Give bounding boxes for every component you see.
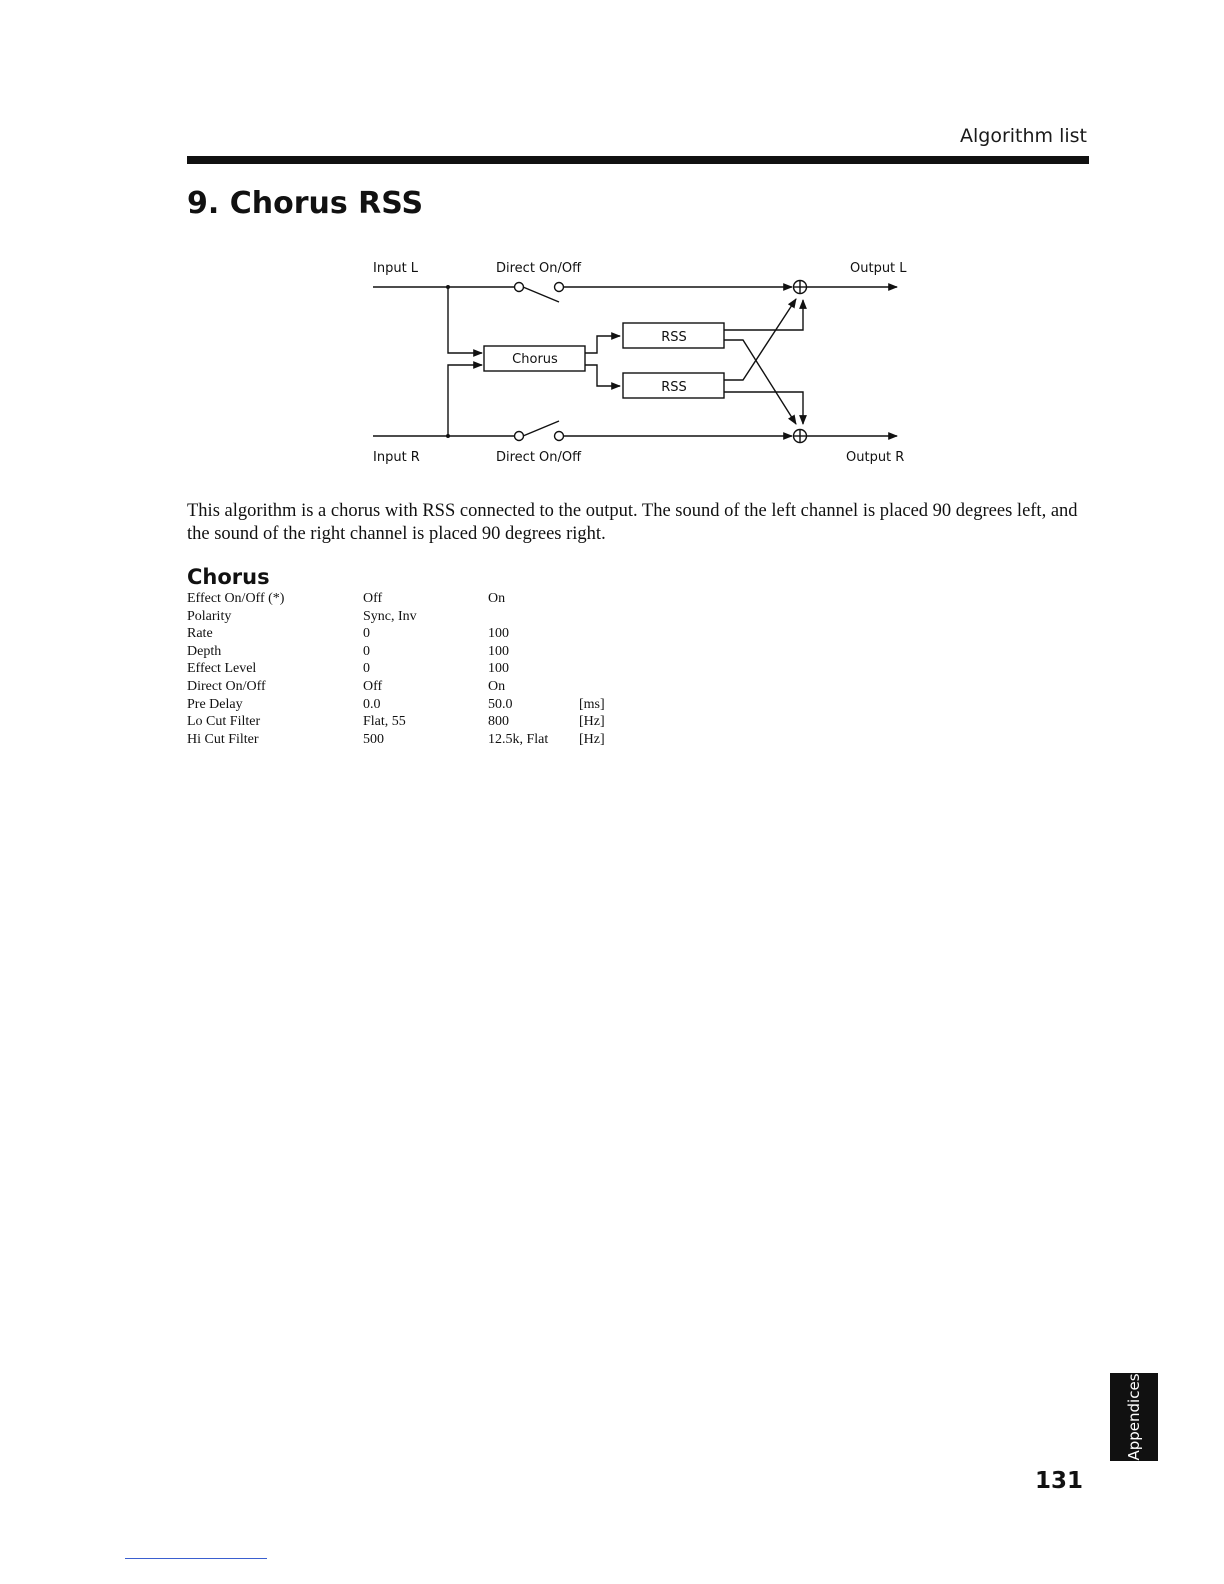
rss-top-label: RSS (661, 330, 687, 345)
param-name: Effect Level (187, 661, 257, 677)
chorus-to-rss-top (585, 336, 620, 353)
chorus-to-rss-bottom (585, 365, 620, 386)
direct-switch-top-b (555, 283, 564, 292)
output-r-label: Output R (846, 450, 905, 465)
param-unit (579, 661, 619, 679)
param-min: Flat, 55 (363, 714, 406, 730)
param-max: 100 (488, 626, 509, 642)
param-min: 0 (363, 643, 370, 659)
param-row (187, 679, 619, 697)
param-min: Sync, Inv (363, 608, 417, 624)
param-unit (579, 644, 619, 662)
chorus-param-table (187, 591, 619, 749)
algorithm-description: This algorithm is a chorus with RSS connected to the output. The sound of the left channel is placed 90 degrees left, and the sound of the right channel is placed 90 degrees right. (187, 501, 1078, 544)
param-max: 12.5k, Flat (488, 731, 549, 747)
param-name: Effect On/Off (*) (187, 591, 285, 606)
param-max: On (488, 591, 506, 606)
param-unit (579, 626, 619, 644)
page-title: 9. Chorus RSS (187, 186, 424, 221)
param-row (187, 626, 619, 644)
param-max: On (488, 678, 506, 694)
chorus-heading: Chorus (187, 565, 270, 589)
appendices-tab-label: Appendices (1125, 1373, 1143, 1461)
param-max (488, 609, 579, 627)
param-row (187, 697, 619, 715)
direct-bottom-label: Direct On/Off (496, 450, 582, 465)
param-min: 0 (363, 626, 370, 642)
param-row (187, 732, 619, 750)
param-unit: [Hz] (579, 714, 605, 730)
footer-link-underline (125, 1558, 267, 1559)
param-row (187, 591, 619, 609)
header-rule (187, 156, 1089, 164)
appendices-tab (1110, 1373, 1158, 1461)
param-unit (579, 591, 619, 609)
page-number: 131 (1034, 1468, 1083, 1494)
param-max: 50.0 (488, 696, 513, 712)
branch-l-to-chorus (448, 287, 482, 353)
param-row (187, 609, 619, 627)
direct-switch-bottom-a (515, 432, 524, 441)
param-name: Hi Cut Filter (187, 731, 259, 747)
param-max: 100 (488, 661, 509, 677)
direct-switch-top-blade (523, 287, 559, 302)
param-min: Off (363, 678, 383, 694)
param-min: 0.0 (363, 696, 381, 712)
chorus-block-label: Chorus (512, 352, 558, 367)
rss-bottom-label: RSS (661, 380, 687, 395)
direct-switch-top-a (515, 283, 524, 292)
direct-switch-bottom-blade (523, 421, 559, 436)
param-name: Depth (187, 643, 222, 659)
param-name: Rate (187, 626, 213, 642)
rss-bottom-to-right-out (724, 392, 803, 424)
param-max: 100 (488, 643, 509, 659)
output-l-label: Output L (850, 261, 907, 276)
block-diagram (360, 250, 920, 480)
param-min: Off (363, 591, 383, 606)
param-unit: [ms] (579, 696, 605, 712)
direct-switch-bottom-b (555, 432, 564, 441)
rss-top-to-right-out (724, 340, 796, 424)
param-row (187, 661, 619, 679)
param-row (187, 714, 619, 732)
param-unit (579, 679, 619, 697)
param-name: Polarity (187, 608, 232, 624)
param-max: 800 (488, 714, 509, 730)
rss-top-to-left-out (724, 300, 803, 330)
param-name: Pre Delay (187, 696, 243, 712)
param-min: 500 (363, 731, 384, 747)
input-r-label: Input R (373, 450, 420, 465)
running-header: Algorithm list (960, 125, 1087, 147)
direct-top-label: Direct On/Off (496, 261, 582, 276)
param-unit (579, 609, 619, 627)
input-l-label: Input L (373, 261, 419, 276)
param-name: Lo Cut Filter (187, 714, 261, 730)
param-min: 0 (363, 661, 370, 677)
param-row (187, 644, 619, 662)
param-unit: [Hz] (579, 731, 605, 747)
param-name: Direct On/Off (187, 678, 266, 694)
branch-r-to-chorus (448, 365, 482, 436)
